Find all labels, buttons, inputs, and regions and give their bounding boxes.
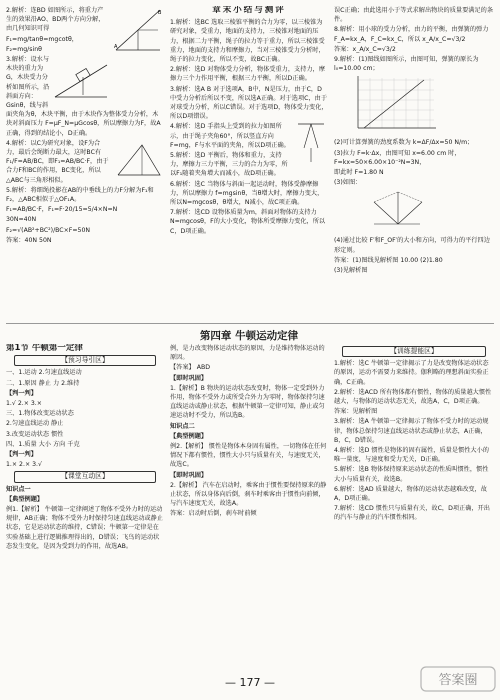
c1-p6: 5.解析：将细绳投影在AB的中垂线上的力F分解为F₁和F₂，△ABC相似于△OF₁A。	[6, 186, 154, 204]
c1-p8: 30N=40N	[6, 216, 37, 224]
c3-p1: 误C正确；由此选用小于等式求解出物块的质量要满足的条件。	[334, 7, 494, 24]
b2-p1: 例，是力改变物体运动状态的原因，力是维持物体运动的原因。	[170, 345, 325, 362]
section-divider	[6, 323, 494, 324]
c1-p10: 答案：40N 50N	[6, 236, 52, 244]
c3-p8: (3)如图：	[334, 179, 362, 187]
incline-block-figure	[53, 55, 109, 101]
c3-p3: 答案：x_A/x_C=√3/2	[334, 45, 396, 53]
c1-p2: F₁=mg/tanθ=mgcotθ，	[6, 35, 78, 43]
b3-p7: 6.解析：选AD 质量越大，物体的运动状态越难改变，故A，D项正确。	[334, 485, 487, 503]
b1-p9: 【判一判】	[6, 451, 37, 459]
b2-p8: 【即时巩固】	[170, 471, 208, 479]
b1-p12: 【典型例题】	[6, 495, 44, 503]
preview-guide-bar: 【预习导引区】	[14, 355, 156, 366]
svg-text:A: A	[114, 44, 118, 50]
c2-p2: 2.解析：选D 对物体受力分析，物体受重力，支持力，摩擦力三个力作用平衡，根据三力平衡，所以D正确。	[170, 66, 325, 83]
b2-p9: 2.【解析】 汽车在启动时，乘客由于惯性要保持原来的静止状态，所以身体向后倒，刹车时乘客由于惯性向前倾，与汽车速度无关，故选A。	[170, 481, 327, 508]
chapter-title: 第四章 牛顿运动定律	[199, 330, 299, 342]
b1-p8: 四、1.质量 大小 方向 千克	[6, 440, 80, 448]
classroom-interaction-bar: 【课堂互动区】	[14, 471, 156, 482]
b3-p2: 2.解析：选ACD 所有物体都有惯性，物体的质量越大惯性越大，与物体的运动状态无关，故选A，C，D项正确。	[334, 388, 492, 406]
column-1-lower	[6, 344, 164, 669]
c2-p1: 1.解析：选BC 选取三棱锥平衡的合力为零，以三棱锥为研究对象，受重力，地面的支持力，三棱锥对地面的压力，根据二力平衡，绳子的拉力等于重力，所以三棱锥受重力，地面的支持力和摩擦力，当对三棱锥受力分析时，绳子的拉力变化，所以不变，故BC正确。	[170, 19, 325, 64]
force-decomposition-figure-1	[112, 6, 164, 54]
parallelogram-figure	[364, 188, 434, 234]
b1-p6: 2.匀速直线运动 静止	[6, 420, 64, 428]
b2-p7: 例2.【解析】 惯性是物体本身固有属性，一切物体在任何情况下都有惯性，惯性大小只与质量有关，与速度无关，故选C。	[170, 443, 327, 469]
c2-p6: 6.解析：选C 当物体与斜面一起运动时，物体受静摩擦力，所以摩擦力 f=mgsinθ，当θ增大时，摩擦力变大，所以N=mgcosθ，θ增大，N减小，故C项正确。	[170, 180, 324, 207]
c1-p4: 3.解析：设水与木块的重力为G，木块受力分析如图所示，沿斜面方向：Gsinθ，线与斜面夹角为θ，木块平衡，由于木块作为整体受力分析，木块对斜面压力 F=μF_N=μGcosθ，所以摩擦力为F，故A正确，得到的结论小，D正确。	[6, 56, 161, 137]
b1-p3: 【判一判】	[6, 389, 37, 397]
c1-p9: F₂=√(AB²+BC²)/BC×F=50N	[6, 226, 91, 234]
b3-p1: 1.解析：选C 牛顿第一定律揭示了力是改变物体运动状态的原因，运动不需要力来维持。伽利略的理想斜面实验正确，C正确。	[334, 360, 489, 386]
c3-p2: 8.解析：用小球的受力分析，由力的平衡，由弹簧的弹力F_A=kx_A，F_C=kx_C，所以 x_A/x_C=√3/2	[334, 26, 489, 43]
section-title: 第1节 牛顿第一定律	[6, 344, 83, 353]
c1-p5: 4.解析：以C为研究对象，设F为合力，最后会绳断力最大，这时BC有 F₁/F=AB/BC，即F₁=AB/BC·F，由于合力F和BC的作用，BC变化，所以△ABC与三角形相似。	[6, 139, 109, 184]
hanging-mass-figure	[294, 122, 328, 166]
b3-p4: 3.解析：选A 牛顿第一定律揭示了物体不受力时的运动规律，物体总保持匀速直线运动状态或静止状态，A正确，B，C，D错误。	[334, 418, 489, 444]
c3-p7: 即此时 F=1.80 N	[334, 169, 384, 177]
c2-p4: 4.解析：选D 手指头上受到的拉力如图所示，由于绳子夹角60°，所以竖直方向 F=mg，F与水平面的夹角，所以D项正确。	[170, 123, 290, 149]
c3-p5: (2)可计算弹簧的劲度系数为 k=ΔF/Δx=50 N/m；	[334, 139, 474, 147]
b2-p2: 【答案】 ABD	[170, 364, 210, 372]
column-3-upper	[334, 6, 494, 324]
column-2-lower	[170, 344, 328, 669]
b1-p2: 二、1.原因 静止 力 2.维持	[6, 379, 80, 387]
chapter-review-title: 章末小结与测评	[212, 6, 286, 15]
c2-p5: 5.解析：选D 平衡后，物体和重力，支持力，摩擦力三力平衡，三力的合力为零，所以F₁随着夹角增大而减小，故D项正确。	[170, 152, 288, 178]
b2-p10: 答案：启动时后倒，刹车时前倾	[170, 510, 257, 518]
b2-p4: 1.【解析】B 物块的运动状态改变时，物体一定受到外力作用，物体不受外力或所受合外力为零时，物体保持匀速直线运动或静止状态，根据牛顿第一定律可知，静止或匀速运动时不受力，所以选B。	[170, 384, 325, 420]
c1-p7: F₁=AB/BC·F，F₁=F·20/15=5/4×N=N	[6, 206, 118, 214]
watermark-logo	[420, 664, 496, 694]
c3-p6: (3)拉力 F=k·Δx，由图可知 x=6.00 cm 时，F=kx=50×6.00×10⁻²N=3N，	[334, 149, 461, 166]
c1-p3: F₂=mg/sinθ	[6, 45, 42, 53]
column-1-upper	[6, 6, 164, 324]
b2-p6: 【典型例题】	[170, 432, 208, 440]
b1-p1: 一、1.运动 2.匀速直线运动	[6, 369, 82, 377]
b3-p5: 4.解析：选D 惯性是物体的固有属性，质量是惯性大小的唯一量度，与速度和受力无关，D正确。	[334, 447, 489, 464]
c2-p7: 7.解析：选CD 设物体质量为m，斜面对物体的支持力N=mgcosθ，F的大小变化，物体所受摩擦力变化，所以C，D项正确。	[170, 209, 326, 235]
c3-p9: (4)通过比较 F′和F_OF′的大小和方向，可得力的平行四边形定则。	[334, 237, 490, 254]
column-2-upper	[170, 6, 328, 324]
c3-p11: (3)见解析图	[334, 267, 368, 275]
spring-graph-figure	[348, 74, 438, 136]
column-3-lower	[334, 344, 494, 669]
page-number: — 177 —	[225, 676, 275, 689]
b1-p4: 1.√ 2.× 3.×	[6, 400, 42, 408]
b3-p3: 答案：见解析图	[334, 408, 378, 416]
b1-p10: 1.× 2.× 3.√	[6, 461, 42, 469]
b2-p5: 知识点二	[170, 422, 195, 430]
triangle-force-figure	[114, 139, 164, 179]
c2-p3: 3.解析：选A B 对于选项A，B中，N是压力，由于C，D中受力分析后所以不变，所以选A正确。对于选项C，由于对球受力分析，所以C错误。对于选项D，物体受力变化，所以D项错误。	[170, 85, 328, 121]
b1-p7: 3.改变运动状态 惯性	[6, 430, 64, 438]
b3-p6: 5.解析：选B 物体保持原来运动状态的性质叫惯性，惯性大小与质量有关，故选B。	[334, 466, 489, 483]
c3-p10: 答案：(1)图线见解析图 10.00 (2)1.80	[334, 256, 443, 264]
b1-p13: 例1.【解析】 牛顿第一定律阐述了物体不受外力时的运动规律，AB正确；物体不受外力时保持匀速直线运动或静止状态，它是运动状态的维持，C错误；牛顿第一定律是在实验基础上进行逻辑推理得出的，D错误；飞鸟的运动状态发生变化，是因为受到力的作用，故选AB。	[6, 506, 163, 550]
c1-p1: 2.解析：连BD 如图所示，将重力产生的效果沿AO、BD两个方向分解，由几何知识可得	[6, 7, 105, 33]
watermark-text: 答案圈	[438, 673, 478, 688]
c3-p4: 9.解析：(1)图线如图所示，由图可知，弹簧的原长为 l₀=10.00 cm；	[334, 56, 479, 73]
b1-p11: 知识点一	[6, 485, 31, 493]
b1-p5: 三、1.物体改变运动状态	[6, 410, 74, 418]
training-bar: 【训练提能区】	[342, 346, 486, 357]
svg-text:B: B	[158, 10, 162, 16]
b3-p8: 7.解析：选CD 惯性只与质量有关，故C，D项正确，开出的汽车与静止的汽车惯性相同。	[334, 505, 490, 522]
b2-p3: 【即时巩固】	[170, 374, 208, 382]
